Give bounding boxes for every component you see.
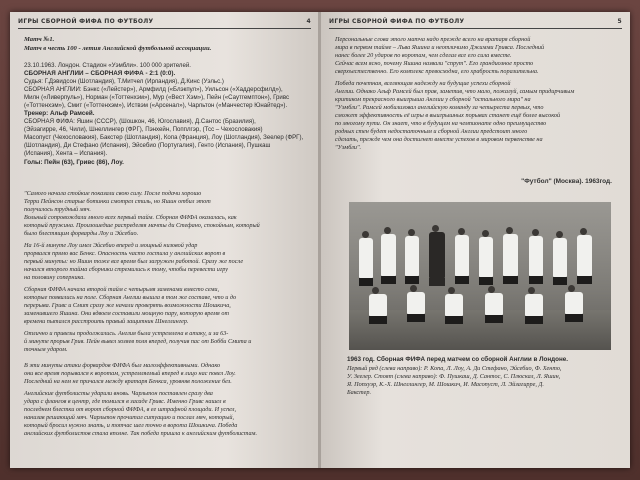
body-line: последнем блестки от ворот сборной ФИФА, в ее штрафной площади. И успел,	[24, 406, 237, 413]
body-line: Английские футболисты ударили вновь. Чарльтон поставлен сразу два	[24, 390, 213, 397]
fifa-lineup-5: (Испания), Хента – Испания).	[24, 150, 108, 157]
right-page-number: 5	[617, 18, 622, 25]
right-page	[321, 12, 630, 468]
body-line: сможет эффективность её игры в выигрышных порывах станет ещё более высокой	[335, 112, 561, 119]
england-lineup-1: СБОРНАЯ АНГЛИИ: Бэнкс («Лейстер»), Армфилд («Блэкпул»), Уильсон («Хаддерсфилд»),	[24, 86, 283, 93]
player-figure	[525, 294, 543, 316]
body-line: они все время порывался к воротам, устремляемый вперед в лицо нас повел Лоу.	[24, 370, 236, 377]
source-reference: "Футбол" (Москва). 1963год.	[521, 178, 612, 185]
player-figure	[407, 292, 425, 314]
body-line: "Уэмбли". Рамсей мобилизовал английскую команду за четыреста первых, что	[335, 104, 544, 111]
player-figure	[445, 294, 463, 316]
body-line: прорвался прямо вас Бенкс. Опасность часто гостила у английских ворот в	[24, 250, 226, 257]
body-line: В эти минуты атаки форвардов ФИФА был малоэффективными. Однако	[24, 362, 221, 369]
player-figure	[479, 237, 493, 277]
referee-line: Судья: Г.Дэвидсон (Шотландия), Т.Митчел (Ирландия), Д.Кинс (Уэльс.)	[24, 78, 224, 85]
body-line: нанизав решающий мяч. Чарльтон прочитал ситуацию и послал мяч, который,	[24, 414, 235, 421]
body-line: Англии. Однако Альф Рамсей был прав, заметив, что мало, пожалуй, самым придирчивым	[335, 88, 575, 95]
body-line: Вольный сопровождали много всех первый тайм. Сборная ФИФА оказалась, как	[24, 214, 237, 221]
team-photo	[349, 202, 611, 350]
player-figure	[503, 234, 518, 276]
caption-line: Бакстер.	[347, 389, 372, 396]
body-line: критиком прекрасного выигрыша Англии у сборной "остального мира" на	[335, 96, 531, 103]
right-running-head	[329, 18, 622, 29]
player-figure	[369, 294, 387, 316]
left-running-title: ИГРЫ СБОРНОЙ ФИФА ПО ФУТБОЛУ	[18, 18, 154, 25]
player-figure	[577, 235, 592, 276]
score-line: СБОРНАЯ АНГЛИИ – СБОРНАЯ ФИФА - 2:1 (0:0).	[24, 70, 176, 77]
player-figure	[359, 238, 373, 278]
player-figure	[455, 235, 469, 276]
body-line: Сборная ФИФА начала второй тайм с четырьмя заменами вместо семи,	[24, 286, 220, 293]
body-line: первый минуты: но Яшин тоже все время был загружен работой. Сразу же после	[24, 258, 244, 265]
body-line: удара с флангов в центр, где томился в засаде Гривс. Именно Гривс нашел в	[24, 398, 226, 405]
body-line: На 16-й минуте Лоу имел Эйсебио вперед и мощный низовой удар	[24, 242, 198, 249]
player-figure	[405, 236, 419, 276]
player-figure	[529, 236, 543, 276]
left-running-head	[18, 18, 311, 29]
fifa-lineup-4: (Шотландия), Ди Стефано (Испания), Эйсебио (Португалия), Генто (Испания), Пушкаш	[24, 142, 271, 149]
body-line: родных стен будет недостаточным и сборной Англии предстоит много	[335, 128, 528, 135]
caption-line: Я. Попхуэр, К.-Х. Шнеллингер, М. Шошкич, И. Масопуст, Л. Эйзагирре, Д.	[347, 381, 544, 388]
player-figure	[485, 293, 503, 315]
fifa-lineup-3: Масопуст (Чехословакия), Бакстер (Шотландия), Копа (Франция), Лоу (Шотландия), Зеелер (ФРГ),	[24, 134, 304, 141]
body-line: Сейчас всем ясно, почему Яшина назвали "спрут". Его грандиозное просто	[335, 60, 534, 67]
body-line: сделать, прежде чем она достигнет вместе успехов в мировом первенстве на	[335, 136, 543, 143]
body-line: перерыва. Гривс и Смит сразу же начали проверять возможности Шошкича,	[24, 302, 231, 309]
body-line: которые появились на поле. Сборная Англии вышла в том же составе, что и до	[24, 294, 237, 301]
caption-line: Первый ряд (слева направо): Р. Копа, Л. Лоу, А. Ди Стефано, Эйсебио, Ф. Хенто,	[347, 365, 562, 372]
right-running-title: ИГРЫ СБОРНОЙ ФИФА ПО ФУТБОЛУ	[329, 18, 465, 25]
body-line: Терри Пейнсон старые ботинки смотрел стиль, но Яшин отбил этот	[24, 198, 211, 205]
body-line: времени пытался расстроить правый защитник Шнеллингер.	[24, 318, 189, 325]
caption-line: У. Зеелер. Стоят (слева направо): Ф. Пушкаш, Д. Сантос, С. Плюскал, Л. Яшин,	[347, 373, 561, 380]
body-line: "Самого начала стойкие показали свою силу. После подачи хорошо	[24, 190, 202, 197]
body-line: сверхъестественно. Его комплекс превосходна, его храбрость поразительна.	[335, 68, 539, 75]
goals-line: Голы: Пейн (63), Гривс (86), Лоу.	[24, 159, 124, 166]
body-line: й минуте прорыв Грив. Пейн вывел хозяев поля вперед, получив пас от Бобби Смита и	[24, 338, 252, 345]
player-figure	[381, 234, 396, 276]
goalkeeper-figure	[429, 232, 445, 278]
body-line: на половину соперника.	[24, 274, 85, 281]
coach-line: Тренер: Альф Рамсей.	[24, 110, 95, 117]
body-line: Отлично и привезы продолжались. Англия была устремлена в атаку, и за 63-	[24, 330, 229, 337]
body-line: заменившего Яшина. Они вдвоем составили мощную пару, которую время от	[24, 310, 229, 317]
left-page-number: 4	[306, 18, 311, 25]
left-page	[10, 12, 319, 468]
fifa-lineup-2: (Эйзагирре, 46, Чили), Шнеллингер (ФРГ), Пэнхейн, Попплгэр, (Тсс – Чехословакия)	[24, 126, 263, 133]
body-line: Последний на нем не причался между вратаря Бенкса, уровняв положение без.	[24, 378, 232, 385]
body-line: который бросил нужно знать, и тотчас шел точно в ворота Шошкича. Победа	[24, 422, 238, 429]
date-line: 23.10.1963. Лондон. Стадион «Уэмбли». 100 000 зрителей.	[24, 62, 191, 69]
fifa-lineup-1: СБОРНАЯ ФИФА: Яшин (СССР), (Шошкон, 46, Югославия), Д.Сантос (Бразилия),	[24, 118, 256, 125]
england-lineup-3: («Тоттенхэм»), Смит («Тоттенхэм»), Иствэм («Арсенал»), Чарльтон («Манчестер Юнайтед»).	[24, 102, 288, 109]
body-line: Победа почетная, вселяющая надежду на будущие успехи сборной	[335, 80, 511, 87]
open-booklet	[10, 12, 630, 468]
body-line: который пружина. Произошедше распределяя мачты ди Стефано, спокойным, который	[24, 222, 260, 229]
body-line: мира в первом тайме – Льва Яшина и неотличимо Джимми Гривса. Последний	[335, 44, 545, 51]
body-line: было блестящим форварды Лоу и Эйсебио.	[24, 230, 139, 237]
body-line: по многому пути. Он знает, что в будущем на чемпионате одно преимущество	[335, 120, 547, 127]
body-line: начался второго тайма сборники стремились к тому, чтобы перевести игру	[24, 266, 228, 273]
body-line: Персональные слова этого матча надо прежде всего на вратаря сборной	[335, 36, 531, 43]
body-line: получилось трудный мяч.	[24, 206, 91, 213]
body-line: точным ударом.	[24, 346, 68, 353]
match-label: Матч №1.	[24, 36, 55, 43]
player-figure	[565, 292, 583, 314]
england-lineup-2: Милн («Ливерпуль»), Норман («Тоттенхэм»), Мур («Вест Хэм»), Пейн («Саутгемптон»), Гривс	[24, 94, 290, 101]
player-figure	[553, 238, 567, 277]
body-line: нанес более 20 ударов по воротам, чем сделал все его сила вместе.	[335, 52, 512, 59]
body-line: английских футболистов стала вполне. Так победа пришла к английским футболистам.	[24, 430, 258, 437]
body-line: "Уэмбли".	[335, 144, 362, 151]
match-subtitle: Матч в честь 100 - летия Английской футбольной ассоциации.	[24, 45, 212, 52]
caption-line: 1963 год. Сборная ФИФА перед матчем со сборной Англии в Лондоне.	[347, 356, 569, 363]
